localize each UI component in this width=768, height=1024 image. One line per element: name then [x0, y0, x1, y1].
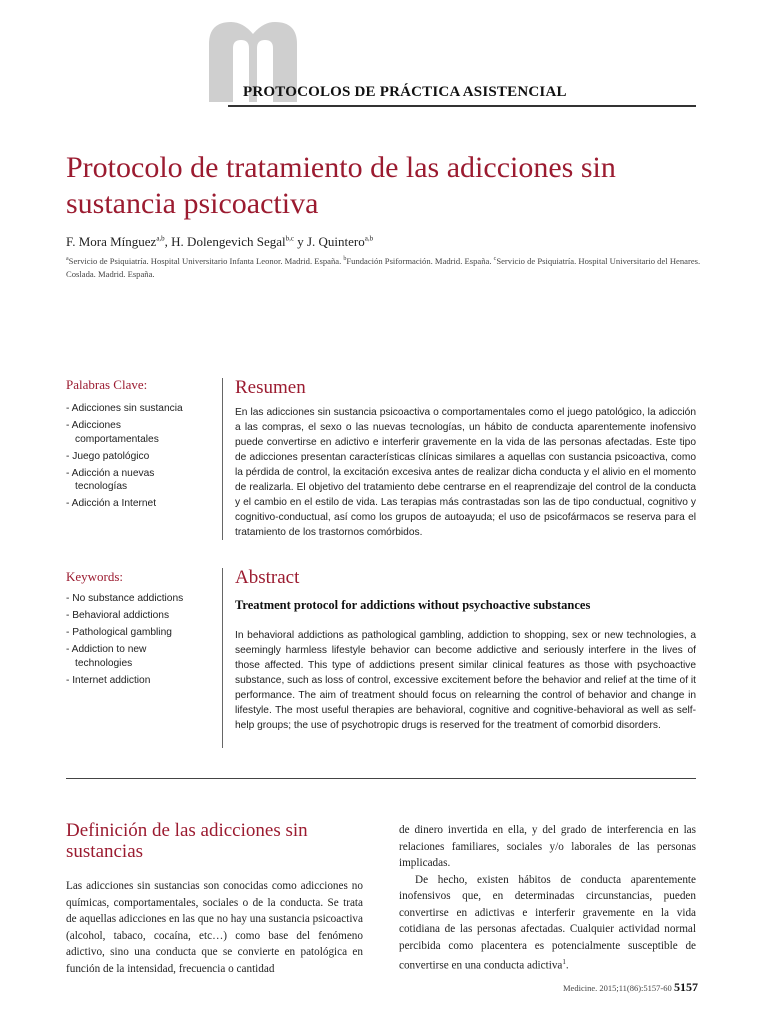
article-title: Protocolo de tratamiento de las adicciones sin sustancia psicoactiva	[66, 151, 616, 220]
keywords-list	[66, 592, 206, 691]
abstract-heading: Abstract	[235, 567, 300, 588]
affiliation-text: Servicio de Psiquiatría. Hospital Universitario Infanta Leonor. Madrid. España.	[68, 255, 344, 266]
list-item: - Juego patológico	[66, 450, 150, 462]
palabras-clave-heading: Palabras Clave:	[66, 377, 148, 392]
list-item: - Adicciones comportamentales	[66, 420, 159, 445]
list-item: - No substance addictions	[66, 593, 184, 604]
keywords-heading: Keywords:	[66, 569, 124, 584]
affiliation-mark: c	[493, 256, 497, 262]
section-rule	[66, 778, 696, 779]
section-heading: Definición de las adicciones sin sustancias	[66, 820, 308, 862]
author-separator: ,	[164, 234, 172, 249]
author-affiliation-mark: a,b	[156, 234, 165, 243]
list-item: - Adicción a Internet	[66, 498, 157, 509]
list-item: - Behavioral addictions	[66, 610, 170, 621]
list-item: - Internet addiction	[66, 674, 151, 686]
column-divider	[222, 378, 223, 540]
body-paragraph-end: .	[565, 959, 569, 972]
abstract-subtitle: Treatment protocol for addictions without psychoactive substances	[235, 598, 591, 612]
body-paragraph	[399, 872, 696, 975]
list-item: - Addiction to new technologies	[66, 644, 147, 669]
abstract-text: In behavioral addictions as pathological gambling, addiction to shopping, sex or new technologies, a seemingly harmless lifestyle behavior can become addictive and seriously interfere in the lives of those affected. This type of addictions present similar clinical features as those with psychoactive substance, such as loss of control, excessive excitement before the behavior and relief at the time of it performance. The aim of treatment should focus on relearning the control of behavior and change in lifestyle. The most useful therapies are behavioral, cognitive and cognitive-behavioral as well as self-help groups; the use of psychotropic drugs is reserved for the treatment of comorbid disorders.	[235, 630, 696, 731]
column-divider	[222, 568, 223, 748]
palabras-clave-list	[66, 402, 206, 514]
body-paragraph-text: De hecho, existen hábitos de conducta aparentemente inofensivos que, en determinadas circunstancias, pueden convertirse en adictivas e interferir gravemente en la vida cotidiana de las personas afectadas. Cualquier actividad normal percibida como placentera es potencialmente susceptible de convertirse en una conducta adictiva	[399, 873, 696, 972]
footer-citation: Medicine. 2015;11(86):5157-60	[563, 983, 672, 993]
author-name: F. Mora Mínguez	[66, 234, 157, 249]
affiliation-mark: a	[66, 256, 69, 262]
author-affiliation-mark: a,b	[364, 234, 374, 243]
author-affiliation-mark: b,c	[285, 234, 294, 243]
resumen-text: En las adicciones sin sustancia psicoactiva o comportamentales como el juego patológico, la adicción a las compras, el sexo o las nuevas tecnologías, un hábito de conducta aparentemente inofensivo puede convertirse en adictivo e interferir gravemente en la vida de las personas afectadas. Este tipo de adicciones presentan características clínicas similares a aquellas con sustancia psicoactiva, como la pérdida de control, la excitación excesiva antes de realizar dicha conducta y el alivio en el momento de realizarla. El objetivo del tratamiento debe centrarse en el reaprendizaje del control de la conducta y el cambio en el estilo de vida. Las terapias más contrastadas son las de tipo conductual, cognitivo y cognitivo-conductual, así como los grupos de autoayuda; el uso de psicofármacos se reserva para el tratamiento de los trastornos comórbidos.	[235, 407, 696, 538]
list-item: - Adicciones sin sustancia	[66, 403, 183, 414]
page-number: 5157	[674, 980, 698, 994]
reference-mark: 1	[562, 958, 566, 966]
author-separator: y	[293, 234, 307, 249]
body-paragraph: de dinero invertida en ella, y del grado de interferencia en las relaciones familiares, sociales y/o laborales de las personas implicadas.	[399, 824, 696, 869]
body-column-left	[66, 878, 363, 977]
body-paragraph: Las adicciones sin sustancias son conocidas como adicciones no químicas, comportamentales, sociales o de la conducta. Se trata de aquellas adicciones en las que no hay una sustancia psicoactiva (alcohol, tabaco, cocaína, etc…) como base del fenómeno adictivo, sino una conducta que se convierte en patológica en función de la intensidad, frecuencia o cantidad	[66, 880, 363, 975]
affiliation-mark: b	[343, 256, 347, 262]
author-name: J. Quintero	[306, 234, 365, 249]
affiliations	[66, 253, 706, 281]
list-item: - Adicción a nuevas tecnologías	[66, 467, 155, 492]
header-rule	[228, 105, 696, 107]
affiliation-text: Fundación Psiformación. Madrid. España.	[346, 255, 494, 266]
author-list	[66, 234, 373, 250]
body-column-right	[399, 822, 696, 974]
list-item: - Pathological gambling	[66, 627, 172, 638]
affiliation-text: Servicio de Psiquiatría. Hospital Universitario del Henares. Coslada. Madrid. España.	[66, 255, 701, 279]
resumen-heading: Resumen	[235, 377, 306, 398]
section-label: PROTOCOLOS DE PRÁCTICA ASISTENCIAL	[243, 84, 567, 100]
author-name: H. Dolengevich Segal	[171, 234, 286, 249]
